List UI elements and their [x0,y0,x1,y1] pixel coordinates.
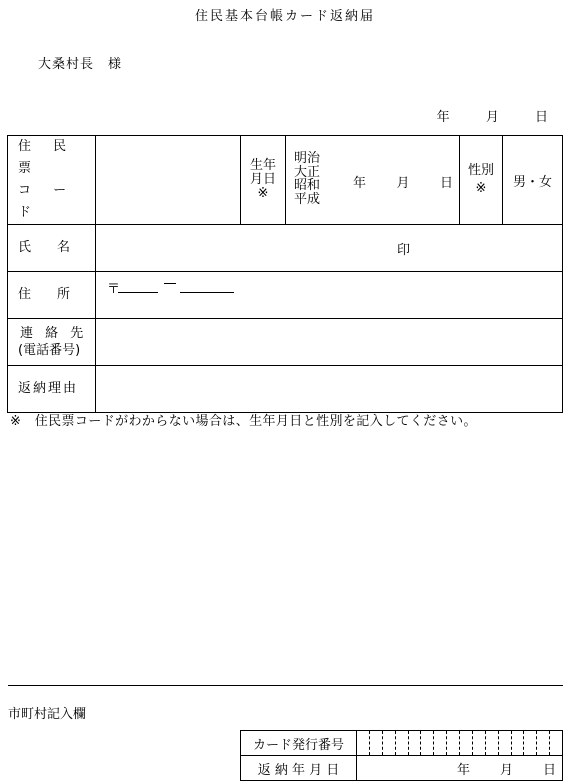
date-day-label: 日 [534,110,548,125]
birth-month-label: 月 [396,176,410,191]
postal-code-dash [164,283,176,284]
address-label: 住 所 [8,272,96,319]
reason-label: 返納理由 [8,366,96,413]
submission-date [437,106,548,125]
era-list [294,152,320,206]
birthdate-field[interactable] [286,136,460,225]
postal-code-line-first[interactable] [118,292,158,293]
card-number-field[interactable] [357,731,563,756]
era-taisho[interactable]: 大正 [294,164,321,180]
birth-day-label: 日 [439,176,453,191]
municipal-section-label: 市町村記入欄 [8,707,87,722]
date-month-label: 月 [485,110,499,125]
address-field[interactable] [96,272,563,319]
divider [8,685,563,686]
resident-code-label: 住 民 票 コ ー ド [8,136,96,225]
seal-mark: 印 [396,242,410,258]
birthdate-label: 生年 月日 ※ [241,136,286,225]
gender-field[interactable]: 男・女 [503,136,563,225]
date-year-label: 年 [436,110,450,125]
form-title: 住民基本台帳カード返納届 [194,9,375,24]
postal-mark-icon: 〒 [107,282,121,297]
card-number-label: カード発行番号 [241,731,357,756]
era-showa[interactable]: 昭和 [294,178,321,193]
return-date-label: 返 納 年 月 日 [241,756,357,781]
name-field[interactable] [96,225,563,272]
addressee: 大桑村長 様 [38,57,123,72]
era-meiji[interactable]: 明治 [294,151,321,166]
municipal-table [240,730,563,781]
return-date-field[interactable] [357,756,563,781]
postal-code-line-second[interactable] [180,292,234,293]
return-year-label: 年 [456,762,470,778]
return-month-label: 月 [499,762,513,778]
name-label: 氏 名 [8,225,96,272]
footnote: ※ 住民票コードがわからない場合は、生年月日と性別を記入してください。 [10,414,477,429]
application-table [7,135,563,413]
return-day-label: 日 [542,762,556,778]
contact-field[interactable] [96,319,563,366]
era-heisei[interactable]: 平成 [294,191,321,207]
contact-label: 連 絡 先 (電話番号) [8,319,96,366]
gender-label: 性別 ※ [460,136,503,225]
resident-code-field[interactable] [96,136,241,225]
reason-field[interactable] [96,366,563,413]
birth-year-label: 年 [353,176,367,191]
